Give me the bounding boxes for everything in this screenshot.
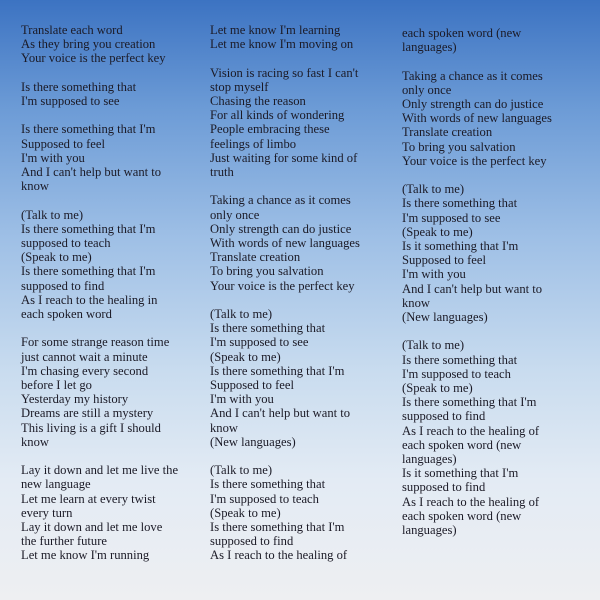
lyrics-column-2: [210, 23, 390, 563]
lyric-line: Translate creation: [402, 125, 493, 140]
lyric-stanza: [402, 182, 582, 324]
lyric-line: (Talk to me): [210, 463, 273, 478]
lyric-line: Dreams are still a mystery: [21, 406, 154, 421]
lyric-line: Yesterday my history: [21, 392, 129, 407]
lyric-line: Is it something that I'm: [402, 239, 519, 254]
lyric-line: before I let go: [21, 378, 92, 393]
lyric-line: just cannot wait a minute: [21, 349, 148, 364]
lyric-line: As I reach to the healing in: [21, 292, 158, 307]
lyric-line: Is there something that: [210, 321, 326, 336]
lyric-line: As I reach to the healing of: [210, 548, 348, 563]
lyric-line: supposed to find: [210, 534, 294, 549]
lyric-line: I'm supposed to see: [210, 335, 309, 350]
lyric-stanza: [21, 335, 201, 449]
lyric-line: supposed to find: [21, 278, 105, 293]
lyric-line: Lay it down and let me live the: [21, 463, 179, 478]
lyric-line: Let me know I'm running: [21, 548, 150, 563]
lyric-line: And I can't help but want to: [402, 281, 543, 296]
lyric-line: feelings of limbo: [210, 136, 297, 151]
lyric-line: Is there something that: [402, 352, 518, 367]
lyric-line: each spoken word (new: [402, 26, 522, 40]
lyric-stanza: [21, 122, 201, 193]
lyric-line: (Talk to me): [210, 307, 273, 322]
lyric-stanza: [210, 307, 390, 449]
lyric-stanza: [402, 26, 582, 54]
lyric-line: I'm chasing every second: [21, 363, 149, 378]
lyric-line: only once: [210, 207, 260, 222]
lyric-line: Is there something that: [402, 196, 518, 211]
lyric-stanza: [21, 80, 201, 108]
lyric-line: With words of new languages: [402, 111, 552, 126]
lyric-stanza: [402, 338, 582, 537]
lyric-line: Is there something that I'm: [210, 363, 345, 378]
lyric-line: Is there something that I'm: [21, 122, 156, 137]
lyric-line: Let me know I'm learning: [210, 23, 341, 37]
lyric-line: (Talk to me): [402, 182, 465, 197]
lyric-line: With words of new languages: [210, 236, 360, 251]
lyric-line: I'm supposed to teach: [210, 491, 319, 506]
lyric-line: (New languages): [402, 310, 488, 325]
lyric-stanza: [21, 23, 201, 66]
lyric-line: languages): [402, 452, 457, 467]
lyric-line: Is there something that: [210, 477, 326, 492]
lyric-line: stop myself: [210, 79, 269, 94]
lyric-line: As I reach to the healing of: [402, 423, 540, 438]
lyric-line: supposed to teach: [21, 236, 111, 250]
lyric-line: (Speak to me): [402, 381, 473, 396]
lyric-line: Let me learn at every twist: [21, 491, 156, 506]
lyric-line: Supposed to feel: [210, 378, 294, 393]
lyric-line: only once: [402, 82, 452, 97]
lyric-line: supposed to find: [402, 480, 486, 495]
lyric-line: And I can't help but want to: [21, 165, 162, 179]
lyric-line: (New languages): [210, 434, 296, 449]
lyric-line: As they bring you creation: [21, 37, 156, 52]
lyric-line: each spoken word (new: [402, 508, 522, 523]
lyric-line: (Speak to me): [402, 224, 473, 239]
lyric-line: Translate creation: [210, 250, 301, 265]
lyric-line: every turn: [21, 505, 73, 520]
lyric-line: People embracing these: [210, 122, 330, 137]
lyric-line: To bring you salvation: [210, 264, 324, 279]
lyric-line: Chasing the reason: [210, 94, 306, 108]
lyric-line: As I reach to the healing of: [402, 494, 540, 509]
lyric-line: Supposed to feel: [21, 136, 105, 151]
lyric-line: (Talk to me): [21, 207, 84, 222]
lyric-line: Is it something that I'm: [402, 466, 519, 481]
lyric-line: the further future: [21, 534, 108, 549]
lyric-line: Taking a chance as it comes: [210, 193, 351, 208]
lyric-line: languages): [402, 523, 457, 538]
lyric-line: Is there something that I'm: [21, 264, 156, 279]
lyric-line: Supposed to feel: [402, 253, 486, 268]
lyric-line: each spoken word (new: [402, 437, 522, 452]
lyric-line: Is there something that I'm: [21, 221, 156, 236]
lyric-line: I'm supposed to see: [21, 94, 120, 108]
lyric-line: truth: [210, 165, 234, 180]
lyric-line: Vision is racing so fast I can't: [210, 65, 359, 80]
lyric-stanza: [210, 23, 390, 51]
lyric-line: I'm supposed to teach: [402, 366, 511, 381]
lyric-line: know: [21, 434, 49, 449]
lyric-line: Is there something that I'm: [210, 520, 345, 535]
lyric-line: Let me know I'm moving on: [210, 37, 354, 52]
lyric-line: Your voice is the perfect key: [402, 153, 547, 168]
lyric-line: And I can't help but want to: [210, 406, 351, 421]
lyric-line: each spoken word: [21, 307, 112, 322]
lyric-line: Lay it down and let me love: [21, 520, 163, 535]
lyric-stanza: [402, 69, 582, 168]
lyric-line: I'm supposed to see: [402, 210, 501, 225]
lyric-line: I'm with you: [21, 150, 85, 165]
lyric-line: To bring you salvation: [402, 139, 516, 154]
lyric-line: (Speak to me): [210, 505, 281, 520]
lyric-line: know: [210, 420, 238, 435]
lyric-line: Translate each word: [21, 23, 123, 37]
lyric-line: Only strength can do justice: [210, 221, 352, 236]
lyric-line: Just waiting for some kind of: [210, 150, 358, 165]
lyric-line: (Speak to me): [21, 250, 92, 265]
lyrics-column-3: [402, 26, 582, 537]
lyric-line: new language: [21, 477, 91, 492]
lyric-stanza: [21, 463, 201, 562]
lyric-stanza: [210, 193, 390, 292]
lyric-stanza: [210, 463, 390, 562]
lyric-line: know: [402, 295, 430, 310]
lyric-line: Is there something that: [21, 79, 137, 94]
lyrics-column-1: [21, 23, 201, 563]
lyric-line: For some strange reason time: [21, 335, 170, 350]
lyric-line: (Speak to me): [210, 349, 281, 364]
lyric-line: (Talk to me): [402, 338, 465, 353]
lyric-line: know: [21, 179, 49, 194]
lyric-line: This living is a gift I should: [21, 420, 161, 435]
lyric-line: Only strength can do justice: [402, 97, 544, 111]
lyric-line: For all kinds of wondering: [210, 108, 345, 123]
lyric-line: Your voice is the perfect key: [21, 51, 166, 66]
lyric-line: I'm with you: [402, 267, 466, 282]
lyric-line: Your voice is the perfect key: [210, 278, 355, 293]
lyric-line: Taking a chance as it comes: [402, 68, 543, 83]
lyric-stanza: [210, 66, 390, 180]
lyric-line: languages): [402, 40, 457, 55]
lyric-line: supposed to find: [402, 409, 486, 424]
lyric-line: Is there something that I'm: [402, 395, 537, 410]
lyric-stanza: [21, 208, 201, 322]
lyric-line: I'm with you: [210, 392, 274, 407]
